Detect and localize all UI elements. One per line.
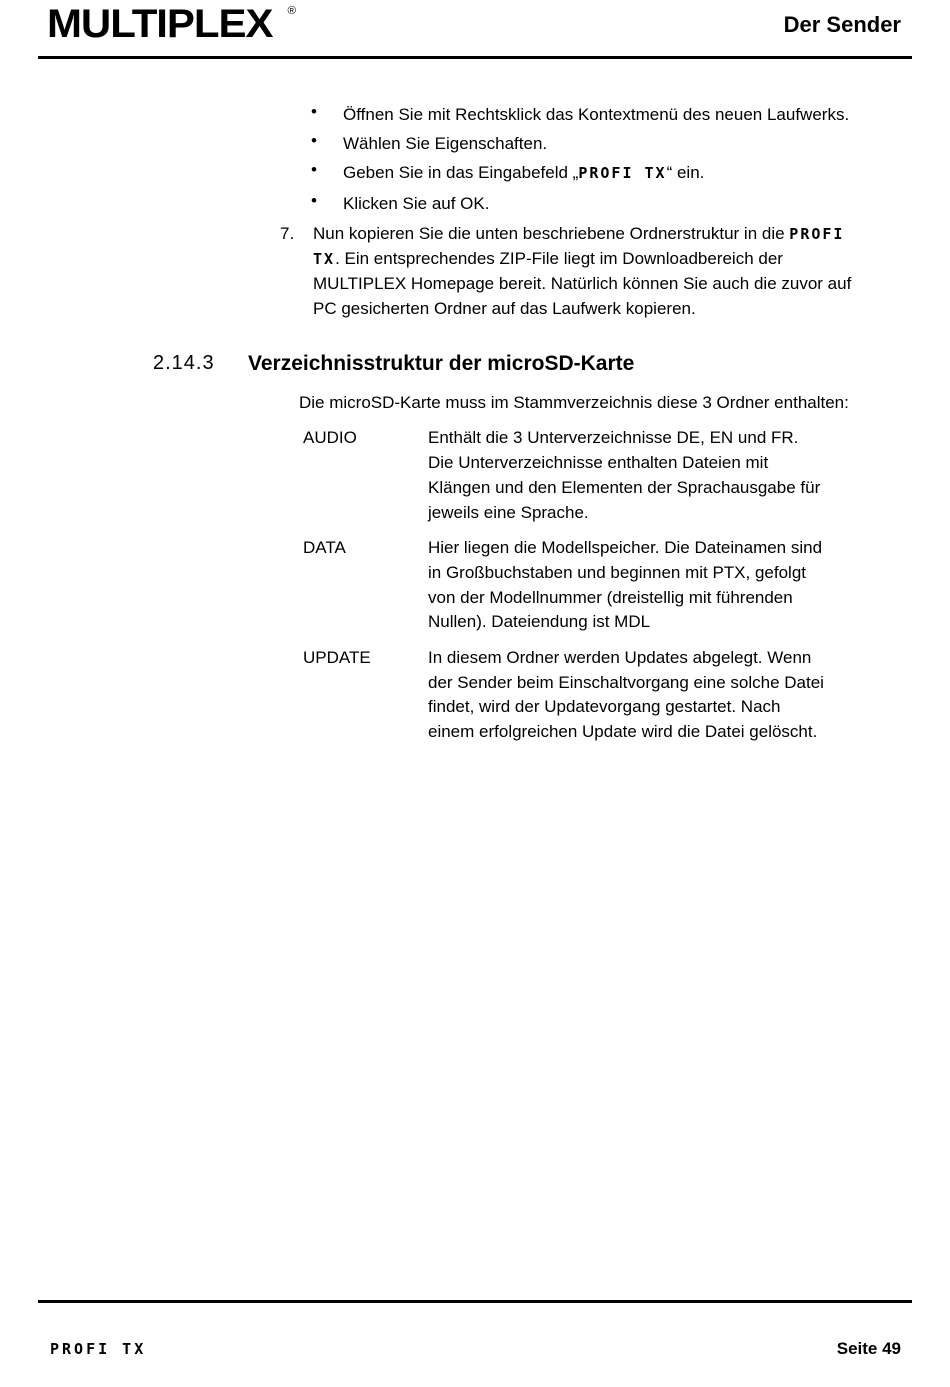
bullet-text [343,160,704,186]
folder-name-update: UPDATE [303,648,371,667]
bullet-dot: • [311,131,317,150]
section-intro: Die microSD-Karte muss im Stammverzeichnis diese 3 Ordner enthalten: [299,393,849,412]
folder-desc-line: jeweils eine Sprache. [428,503,589,522]
header-title: Der Sender [783,12,901,37]
bullet-text: Klicken Sie auf OK. [343,194,490,213]
step-text: Nun kopieren Sie die unten beschriebene Ordnerstruktur in die [313,224,785,243]
folder-desc-line: In diesem Ordner werden Updates abgelegt. Wenn [428,648,812,667]
page-number: Seite 49 [836,1339,901,1358]
footer-product: PROFI TX [50,1340,147,1358]
folder-desc-line: einem erfolgreichen Update wird die Datei gelöscht. [428,722,818,741]
product-name: PROFI TX [578,164,667,182]
folder-desc-line: von der Modellnummer (dreistellig mit führenden [428,588,793,607]
folder-desc-line: Die Unterverzeichnisse enthalten Dateien mit [428,453,769,472]
bullet-dot: • [311,102,317,121]
step-number: 7. [280,224,295,243]
bullet-text-post: “ ein. [666,163,705,182]
folder-desc-line: Enthält die 3 Unterverzeichnisse DE, EN und FR. [428,428,799,447]
folder-desc-line: Nullen). Dateiendung ist MDL [428,612,651,631]
section-number: 2.14.3 [153,352,215,374]
bullet-text: Wählen Sie Eigenschaften. [343,134,548,153]
step-text-line: MULTIPLEX Homepage bereit. Natürlich können Sie auch die zuvor auf [313,274,852,293]
bullet-text: Öffnen Sie mit Rechtsklick das Kontextmenü des neuen Laufwerks. [343,105,850,124]
folder-desc-line: Klängen und den Elementen der Sprachausgabe für [428,478,821,497]
bullet-text-pre: Geben Sie in das Eingabefeld „ [343,163,579,182]
multiplex-logo [47,2,295,46]
footer-rule [38,1300,912,1303]
bullet-dot: • [311,160,317,179]
step-text: . Ein entsprechendes ZIP-File liegt im Downloadbereich der [335,249,783,268]
folder-desc-line: findet, wird der Updatevorgang gestartet. Nach [428,697,781,716]
folder-desc-line: Hier liegen die Modellspeicher. Die Dateinamen sind [428,538,823,557]
product-name: PROFI [789,225,845,243]
step-text-line [313,246,783,272]
product-name: TX [313,250,336,268]
folder-name-data: DATA [303,538,346,557]
section-title: Verzeichnisstruktur der microSD-Karte [248,352,635,375]
registered-mark: ® [287,5,295,17]
folder-name-audio: AUDIO [303,428,357,447]
folder-desc-line: der Sender beim Einschaltvorgang eine solche Datei [428,673,824,692]
logo-text: MULTIPLEX [47,2,273,46]
folder-desc-line: in Großbuchstaben und beginnen mit PTX, gefolgt [428,563,807,582]
header-rule [38,56,912,59]
step-text-line [313,221,844,247]
bullet-dot: • [311,191,317,210]
step-text-line: PC gesicherten Ordner auf das Laufwerk kopieren. [313,299,696,318]
